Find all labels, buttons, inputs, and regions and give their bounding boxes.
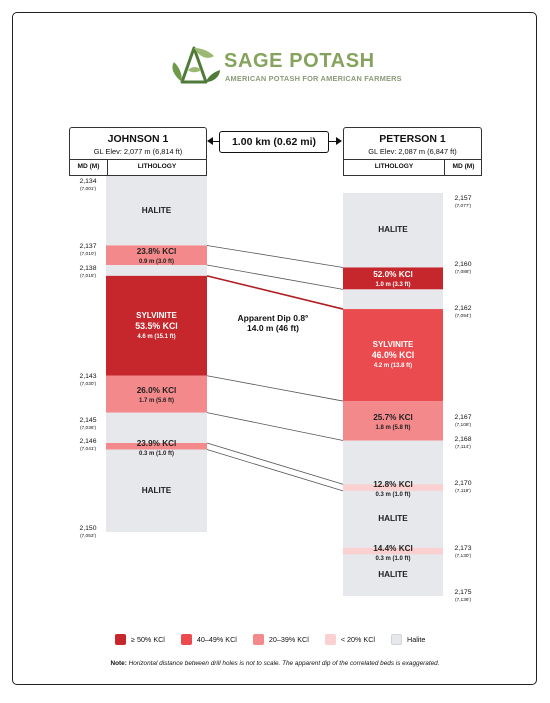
unit-title: 12.8% KCl: [373, 480, 413, 490]
unit-title: HALITE: [378, 225, 408, 235]
depth-m: 2,137: [79, 243, 97, 251]
lithology-column-header: LITHOLOGY: [374, 163, 414, 170]
unit-grade: 53.5% KCl: [135, 320, 178, 331]
unit-label: [343, 413, 443, 433]
depth-marker: [444, 545, 482, 561]
depth-m: 2,145: [79, 416, 97, 424]
unit-thickness: 1.8 m (5.8 ft): [375, 424, 411, 431]
unit-thickness: 4.2 m (13.8 ft): [373, 363, 413, 370]
depth-ft: (7,094'): [454, 313, 472, 319]
legend-label: 20–39% KCl: [268, 635, 309, 644]
depth-ft: (7,077'): [454, 204, 472, 209]
unit-title: 52.0% KCl: [373, 270, 413, 280]
depth-marker: [444, 589, 482, 605]
unit-thickness: 1.7 m (5.6 ft): [138, 398, 174, 405]
depth-m: 2,173: [454, 545, 472, 553]
legend-item-b40_49: [181, 634, 237, 645]
depth-m: 2,175: [454, 589, 472, 597]
depth-marker: [69, 243, 107, 259]
unit-label: [106, 311, 207, 342]
unit-label: [343, 514, 443, 524]
unit-title: HALITE: [141, 485, 172, 495]
depth-ft: (7,114'): [455, 444, 471, 450]
legend-swatch: [115, 634, 126, 645]
depth-ft: (7,136'): [454, 598, 472, 604]
depth-m: 2,146: [79, 438, 97, 446]
distance-label: 1.00 km (0.62 mi): [219, 131, 329, 153]
legend-item-ge50: [115, 634, 165, 645]
depth-m: 2,160: [454, 260, 472, 268]
legend-swatch: [253, 634, 264, 645]
well-name: PETERSON 1: [379, 133, 446, 145]
depth-marker: [69, 525, 107, 541]
unit-label: [343, 544, 443, 564]
legend-label: Halite: [407, 635, 426, 644]
unit-label: [106, 386, 207, 406]
unit-thickness: 4.6 m (15.1 ft): [137, 333, 176, 340]
depth-ft: (7,041'): [79, 447, 97, 453]
unit-label: [106, 439, 207, 459]
unit-title: SYLVINITE: [136, 310, 177, 320]
unit-label: [343, 225, 443, 235]
depth-marker: [444, 261, 482, 277]
unit-grade: 46.0% KCl: [371, 350, 415, 361]
unit-label: [343, 570, 443, 580]
depth-ft: (7,010'): [79, 252, 97, 258]
depth-marker: [444, 436, 482, 452]
unit-title: 14.4% KCl: [373, 543, 413, 553]
unit-title: 23.8% KCl: [136, 247, 177, 257]
legend-item-b20_39: [253, 634, 309, 645]
dip-text: Apparent Dip 0.8°: [237, 313, 309, 323]
legend-swatch: [391, 634, 402, 645]
unit-thickness: 0.3 m (1.0 ft): [138, 451, 174, 457]
legend-item-halite: [391, 634, 425, 645]
depth-marker: [69, 178, 107, 194]
well-elevation: GL Elev: 2,087 m (6,847 ft): [368, 147, 457, 156]
unit-label: [343, 340, 443, 371]
depth-m: 2,138: [79, 264, 97, 272]
legend-swatch: [325, 634, 336, 645]
legend-label: ≥ 50% KCl: [131, 635, 165, 644]
unit-label: [343, 270, 443, 290]
depth-marker: [444, 414, 482, 430]
depth-ft: (7,108'): [454, 423, 472, 429]
depth-marker: [69, 417, 107, 433]
unit-title: HALITE: [141, 205, 172, 215]
dip-value: 14.0 m (46 ft): [247, 323, 299, 333]
correlation-line: [207, 443, 343, 484]
brand-title: SAGE POTASH: [224, 50, 375, 72]
footnote-lead: Note:: [110, 660, 127, 667]
correlation-line: [207, 376, 343, 401]
depth-m: 2,170: [454, 479, 472, 487]
unit-label: [106, 206, 207, 216]
unit-title: HALITE: [378, 514, 408, 524]
depth-m: 2,150: [79, 525, 97, 533]
depth-m: 2,157: [454, 195, 472, 202]
correlation-line: [207, 450, 343, 491]
apparent-dip-line: [207, 276, 343, 309]
unit-thickness: 1.0 m (3.3 ft): [375, 282, 411, 289]
md-column-header: MD (M): [77, 163, 100, 170]
unit-title: 23.9% KCl: [136, 439, 177, 448]
legend-item-lt20: [325, 634, 375, 645]
unit-thickness: 0.9 m (3.0 ft): [138, 259, 174, 266]
correlation-line: [207, 413, 343, 441]
md-column-header: MD (M): [452, 163, 475, 170]
depth-m: 2,143: [79, 373, 97, 381]
unit-title: 26.0% KCl: [136, 386, 177, 396]
depth-m: 2,134: [79, 178, 97, 185]
brand-tagline: AMERICAN POTASH FOR AMERICAN FARMERS: [225, 74, 402, 83]
footnote-text: Horizontal distance between drill holes is not to scale. The apparent dip of the correlated beds is exaggerated.: [128, 660, 440, 667]
depth-marker: [444, 480, 482, 496]
depth-ft: (7,119'): [455, 488, 471, 494]
depth-ft: (7,001'): [79, 187, 97, 192]
legend-label: < 20% KCl: [340, 635, 376, 644]
unit-label: [106, 247, 207, 267]
lithology-unit-halite: [343, 440, 443, 484]
legend-swatch: [181, 634, 192, 645]
depth-ft: (7,036'): [79, 425, 97, 431]
unit-thickness: 0.3 m (1.0 ft): [375, 492, 411, 499]
unit-label: [106, 486, 207, 496]
footnote: [0, 660, 550, 667]
unit-label: [343, 480, 443, 500]
depth-ft: (7,053'): [79, 534, 97, 540]
depth-marker: [69, 373, 107, 389]
depth-m: 2,167: [454, 414, 472, 422]
depth-marker: [444, 305, 482, 321]
legend: [115, 634, 441, 645]
apparent-dip-label: [218, 313, 328, 333]
well-name: JOHNSON 1: [107, 133, 169, 145]
well-elevation: GL Elev: 2,077 m (6,814 ft): [93, 147, 183, 156]
unit-title: 25.7% KCl: [373, 412, 413, 422]
correlation-line: [207, 265, 343, 289]
lithology-column-header: LITHOLOGY: [137, 163, 177, 170]
depth-ft: (7,030'): [79, 382, 97, 388]
depth-ft: (7,088'): [454, 269, 472, 275]
depth-m: 2,168: [454, 435, 472, 443]
depth-marker: [69, 438, 107, 454]
legend-label: 40–49% KCl: [196, 635, 237, 644]
unit-title: HALITE: [378, 570, 408, 580]
unit-thickness: 0.3 m (1.0 ft): [375, 555, 411, 562]
depth-ft: (7,130'): [454, 554, 472, 560]
depth-ft: (7,015'): [79, 273, 97, 279]
depth-marker: [444, 195, 482, 211]
depth-m: 2,162: [454, 304, 472, 312]
depth-marker: [69, 265, 107, 281]
correlation-line: [207, 245, 343, 267]
unit-title: SYLVINITE: [372, 340, 414, 350]
lithology-unit-halite: [343, 289, 443, 309]
